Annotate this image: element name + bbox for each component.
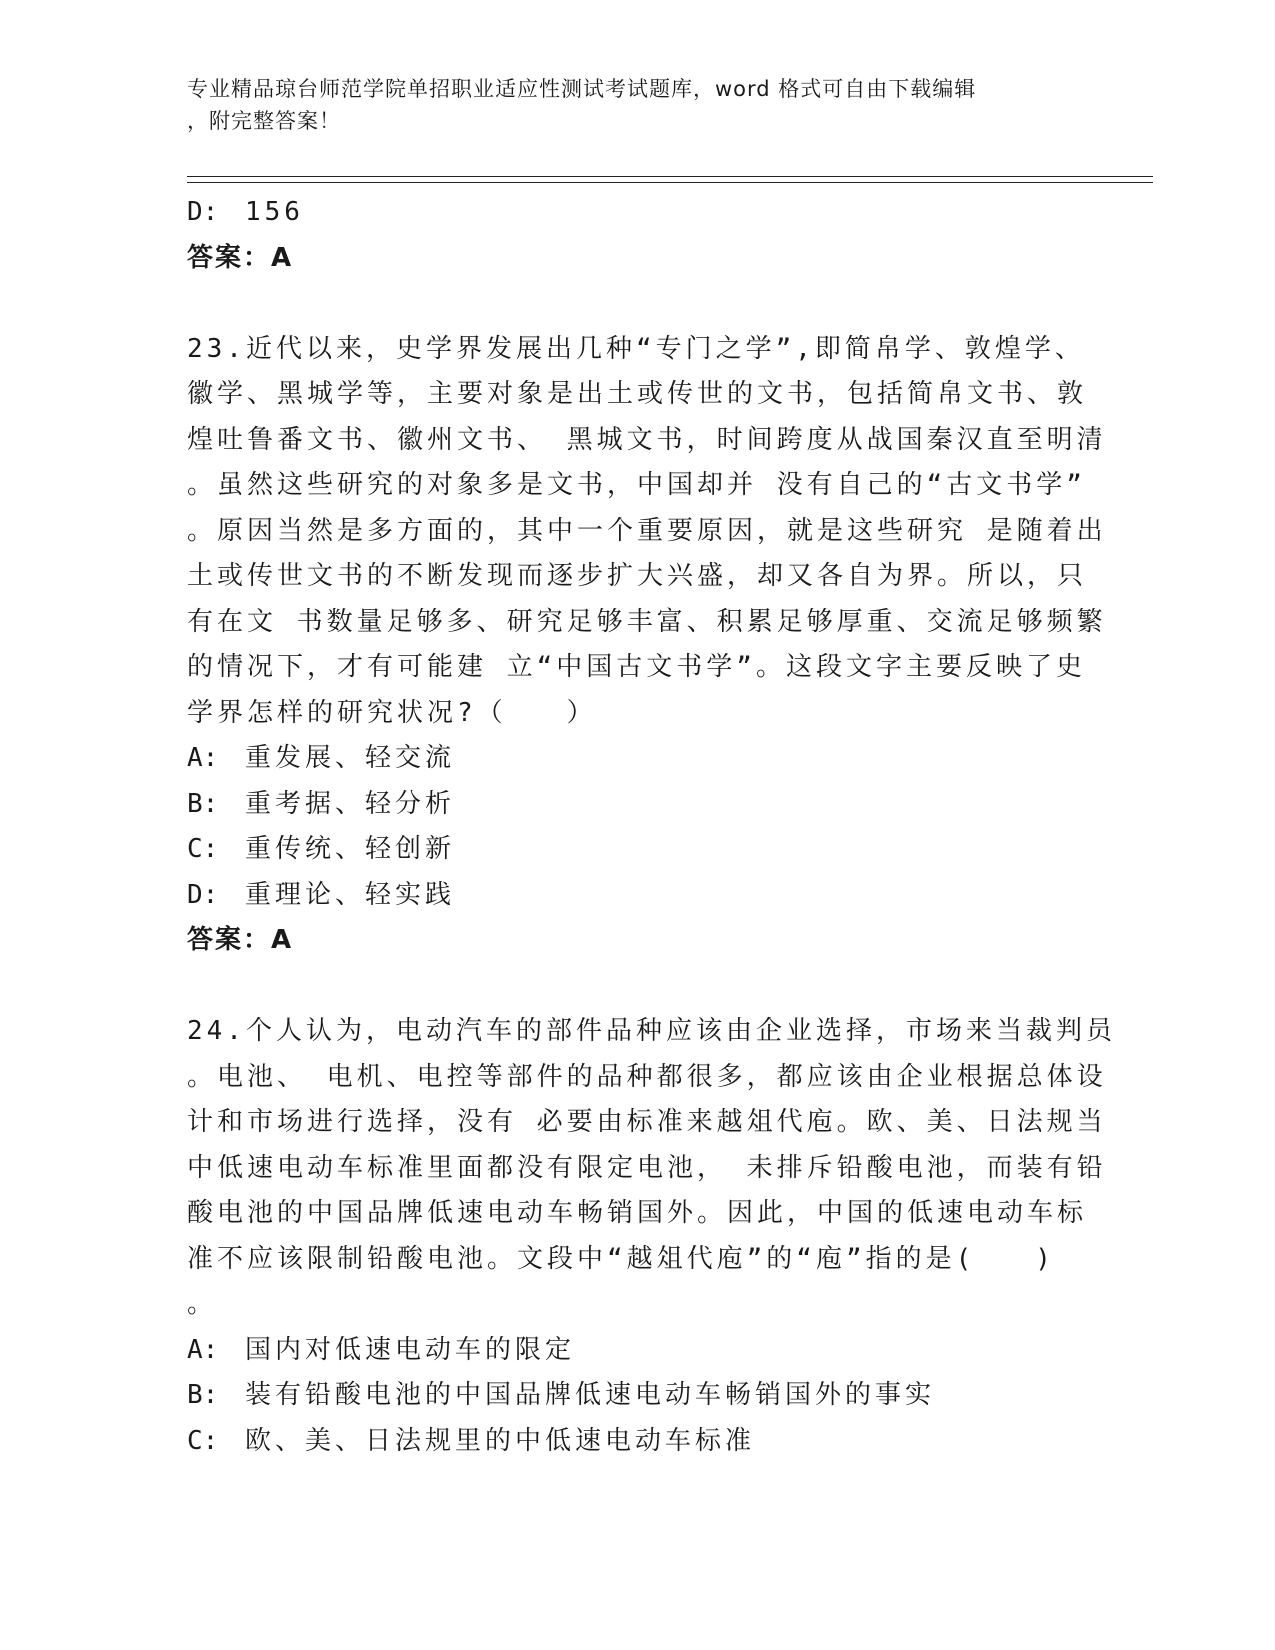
option-letter: B: xyxy=(187,1380,219,1410)
question-line: 。虽然这些研究的对象多是文书，中国却并 没有自己的“古文书学” xyxy=(187,470,1086,500)
option-b xyxy=(187,1373,1087,1419)
spacer xyxy=(187,281,1087,327)
option-letter: D: xyxy=(187,197,219,227)
question-24 xyxy=(187,1009,1116,1464)
header-rule-bottom xyxy=(187,182,1153,183)
option-a xyxy=(187,736,1087,782)
answer-23: 答案：A xyxy=(187,925,294,955)
spacer xyxy=(187,964,1087,1010)
option-letter: B: xyxy=(187,788,219,819)
prev-answer: 答案：A xyxy=(187,242,294,273)
question-line: 煌吐鲁番文书、徽州文书、 黑城文书，时间跨度从战国秦汉直至明清 xyxy=(187,424,1107,455)
option-text: 重理论、轻实践 xyxy=(245,879,456,910)
question-line: 中低速电动车标准里面都没有限定电池， 未排斥铅酸电池，而装有铅 xyxy=(187,1152,1107,1183)
document-body xyxy=(187,190,1116,1464)
question-line: 的情况下，才有可能建 立“中国古文书学”。这段文字主要反映了史 xyxy=(187,652,1086,682)
option-letter: D: xyxy=(187,879,219,910)
option-text: 156 xyxy=(245,197,304,227)
header-rule-top xyxy=(187,176,1153,177)
question-line: 徽学、黑城学等，主要对象是出土或传世的文书，包括简帛文书、敦 xyxy=(187,379,1088,409)
question-line: 24.个人认为，电动汽车的部件品种应该由企业选择，市场来当裁判员 xyxy=(187,1016,1116,1046)
option-text: 欧、美、日法规里的中低速电动车标准 xyxy=(245,1425,756,1456)
option-text: 重考据、轻分析 xyxy=(245,788,456,819)
option-text: 装有铅酸电池的中国品牌低速电动车畅销国外的事实 xyxy=(245,1380,936,1410)
question-line: 。原因当然是多方面的，其中一个重要原因，就是这些研究 是随着出 xyxy=(187,515,1107,546)
question-line: 学界怎样的研究状况?（ ） xyxy=(187,697,597,728)
question-line: 酸电池的中国品牌低速电动车畅销国外。因此，中国的低速电动车标 xyxy=(187,1198,1088,1228)
question-line: 23.近代以来，史学界发展出几种“专门之学”,即简帛学、敦煌学、 xyxy=(187,333,1085,364)
option-c xyxy=(187,827,1087,873)
question-line: 有在文 书数量足够多、研究足够丰富、积累足够厚重、交流足够频繁 xyxy=(187,606,1107,637)
option-text: 重发展、轻交流 xyxy=(245,743,456,773)
option-text: 国内对低速电动车的限定 xyxy=(245,1334,576,1365)
question-line: 。 xyxy=(187,1289,218,1319)
option-b xyxy=(187,782,1087,828)
option-letter: C: xyxy=(187,1425,219,1456)
header-line-2: ，附完整答案！ xyxy=(187,109,341,133)
question-line: 。电池、 电机、电控等部件的品种都很多，都应该由企业根据总体设 xyxy=(187,1061,1107,1092)
option-letter: A: xyxy=(187,743,219,773)
option-a xyxy=(187,1328,1087,1374)
option-text: 重传统、轻创新 xyxy=(245,834,456,864)
question-line: 土或传世文书的不断发现而逐步扩大兴盛，却又各自为界。所以，只 xyxy=(187,561,1088,591)
prev-option-d xyxy=(187,190,1087,236)
question-line: 计和市场进行选择，没有 必要由标准来越俎代庖。欧、美、日法规当 xyxy=(187,1107,1107,1137)
header-line-1: 专业精品琼台师范学院单招职业适应性测试考试题库，word 格式可自由下载编辑 xyxy=(187,77,977,101)
question-line: 准不应该限制铅酸电池。文段中“越俎代庖”的“庖”指的是( ) xyxy=(187,1243,1055,1274)
option-letter: A: xyxy=(187,1334,219,1365)
option-c xyxy=(187,1419,1087,1465)
option-letter: C: xyxy=(187,834,219,864)
question-23 xyxy=(187,327,1107,964)
option-d xyxy=(187,873,1087,919)
page-header xyxy=(187,73,1067,137)
